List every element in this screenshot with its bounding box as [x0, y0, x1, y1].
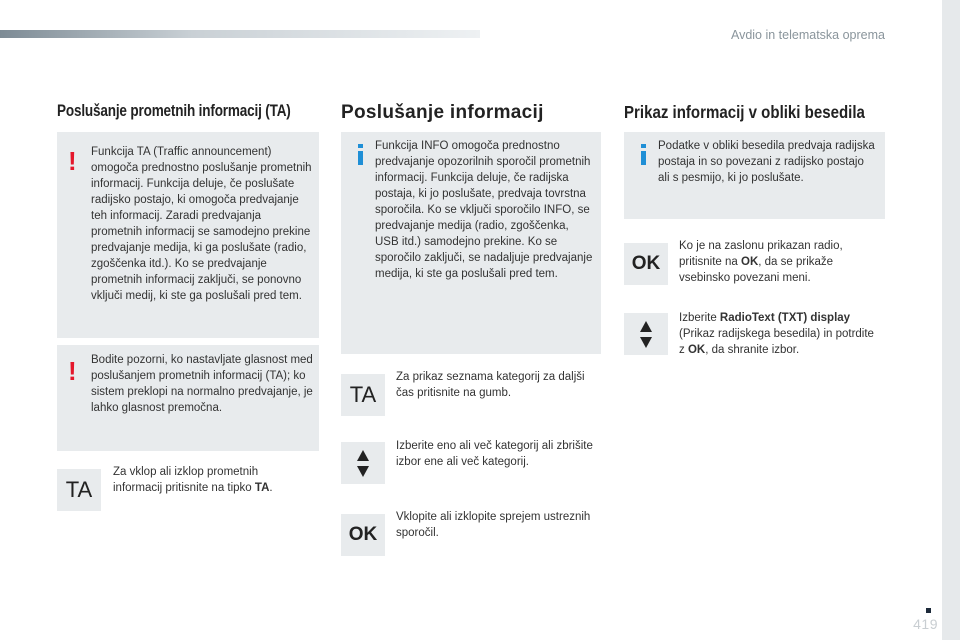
page-number: 419 [913, 616, 938, 632]
heading-info-listening: Poslušanje informacij [341, 102, 544, 123]
ta-list-description: Za prikaz seznama kategorij za daljši čas pritisnite na gumb. [396, 371, 585, 399]
warning-exclamation-icon: ! [68, 356, 77, 386]
ta-toggle-description: Za vklop ali izklop prometnih informacij pritisnite na tipko TA. [113, 466, 273, 494]
header-decor-bar [0, 30, 480, 38]
warning-text-ta: Funkcija TA (Traffic announcement) omogoča prednostno poslušanje prometnih informacij. Funkcija deluje, če poslušate radijsko postajo, ki omogoča predvajanje teh informacij. Zaradi predvajanja prometnih informacij se samodejno prekine predvajanje medija, ki ga poslušate (radio, zgoščenka itd.). Ko se predvajanje prometnih informacij zaključi, se ponovno vključi medij, ki ste ga poslušali pred tem. [91, 146, 312, 302]
arrows-description: Izberite eno ali več kategorij ali zbrišite izbor ene ali več kategorij. [396, 440, 593, 468]
arrow-buttons[interactable] [624, 313, 668, 355]
warning-box-ta [57, 132, 319, 338]
header-title: Avdio in telematska oprema [730, 28, 885, 42]
arrow-down-icon[interactable] [640, 337, 652, 348]
radiotext-select-description: Izberite RadioText (TXT) display (Prikaz radijskega besedila) in potrdite z OK, da shranite izbor. [679, 312, 874, 356]
info-text-radiotext: Podatke v obliki besedila predvaja radijska postaja in so povezani z radijsko postajo ali s pesmijo, ki jo poslušate. [658, 140, 875, 184]
ok-description: Vklopite ali izklopite sprejem ustreznih sporočil. [396, 511, 591, 539]
info-box-radiotext [624, 132, 885, 219]
arrow-up-icon[interactable] [640, 321, 652, 332]
arrow-up-icon[interactable] [357, 450, 369, 461]
ok-button[interactable]: OK [624, 243, 668, 285]
heading-traffic-info: Poslušanje prometnih informacij (TA) [57, 102, 291, 120]
warning-box-volume [57, 345, 319, 451]
warning-text-volume: Bodite pozorni, ko nastavljate glasnost med poslušanjem prometnih informacij (TA); ko sistem preklopi na normalno predvajanje, je lahko glasnost premočna. [91, 354, 313, 414]
heading-text-info: Prikaz informacij v obliki besedila [624, 102, 865, 122]
page-marker [926, 608, 931, 613]
warning-exclamation-icon: ! [68, 146, 77, 176]
ta-button[interactable]: TA [341, 374, 385, 416]
ok-button[interactable]: OK [341, 514, 385, 556]
ta-button[interactable]: TA [57, 469, 101, 511]
page-edge-strip [942, 0, 960, 640]
info-box-info-function [341, 132, 601, 354]
arrow-buttons[interactable] [341, 442, 385, 484]
ok-menu-description: Ko je na zaslonu prikazan radio, pritisnite na OK, da se prikaže vsebinsko povezani meni. [679, 240, 843, 284]
info-text-info-function: Funkcija INFO omogoča prednostno predvajanje opozorilnih sporočil prometnih informacij. Funkcija deluje, če radijska postaja, ki jo poslušate, predvaja tovrstna sporočila. Ko se vključi sporočilo INFO, se predvajanje medija (radio, zgoščenka, USB itd.) samodejno prekine. Ko se sporočilo zaključi, se nadaljuje predvajanje medija, ki ste ga poslušali pred tem. [375, 140, 593, 280]
arrow-down-icon[interactable] [357, 466, 369, 477]
